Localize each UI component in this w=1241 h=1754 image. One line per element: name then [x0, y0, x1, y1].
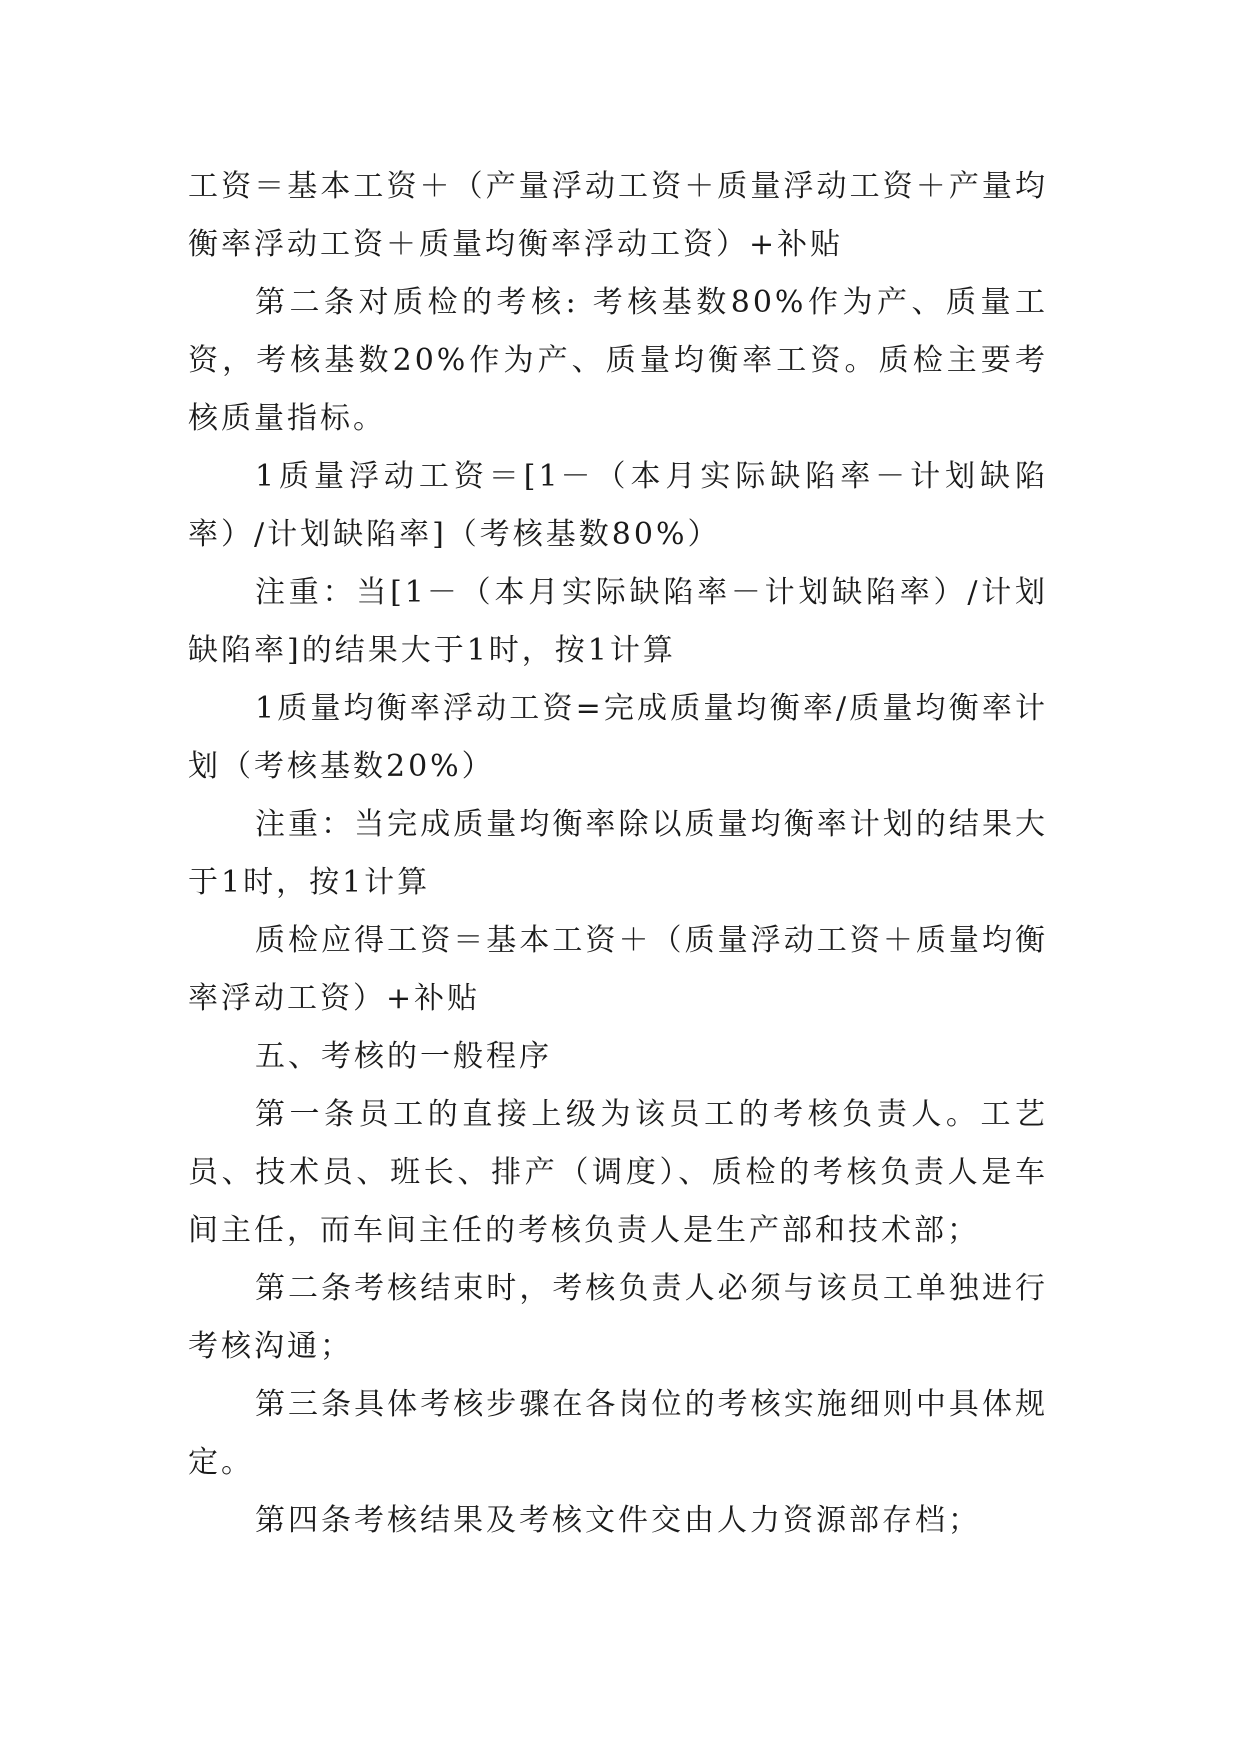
- paragraph-note-defect-rate: 注重：当[1－（本月实际缺陷率－计划缺陷率）/计划缺陷率]的结果大于1时，按1计算: [188, 575, 1048, 668]
- document-body: [188, 158, 1048, 1550]
- paragraph-article-3-steps: 第三条具体考核步骤在各岗位的考核实施细则中具体规定。: [188, 1387, 1048, 1480]
- paragraph-qc-wage-formula: 质检应得工资＝基本工资＋（质量浮动工资＋质量均衡率浮动工资）+补贴: [188, 923, 1048, 1016]
- paragraph-article-2-communication: 第二条考核结束时，考核负责人必须与该员工单独进行考核沟通；: [188, 1271, 1048, 1364]
- paragraph-wage-formula: 工资＝基本工资＋（产量浮动工资＋质量浮动工资＋产量均衡率浮动工资＋质量均衡率浮动工资）+补贴: [188, 169, 1048, 262]
- paragraph-quality-floating-wage: 1质量浮动工资＝[1－（本月实际缺陷率－计划缺陷率）/计划缺陷率]（考核基数80%）: [188, 459, 1048, 552]
- paragraph-quality-balance-wage: 1质量均衡率浮动工资=完成质量均衡率/质量均衡率计划（考核基数20%）: [188, 691, 1048, 784]
- paragraph-article-1-assessor: 第一条员工的直接上级为该员工的考核负责人。工艺员、技术员、班长、排产（调度）、质检的考核负责人是车间主任，而车间主任的考核负责人是生产部和技术部；: [188, 1097, 1048, 1248]
- paragraph-article-2-qc-assessment: 第二条对质检的考核: 考核基数80%作为产、质量工资，考核基数20%作为产、质量均衡率工资。质检主要考核质量指标。: [188, 285, 1048, 436]
- paragraph-note-balance-rate: 注重：当完成质量均衡率除以质量均衡率计划的结果大于1时，按1计算: [188, 807, 1048, 900]
- paragraph-article-4-archive: 第四条考核结果及考核文件交由人力资源部存档；: [255, 1503, 981, 1538]
- section-heading-general-procedure: 五、考核的一般程序: [255, 1039, 552, 1074]
